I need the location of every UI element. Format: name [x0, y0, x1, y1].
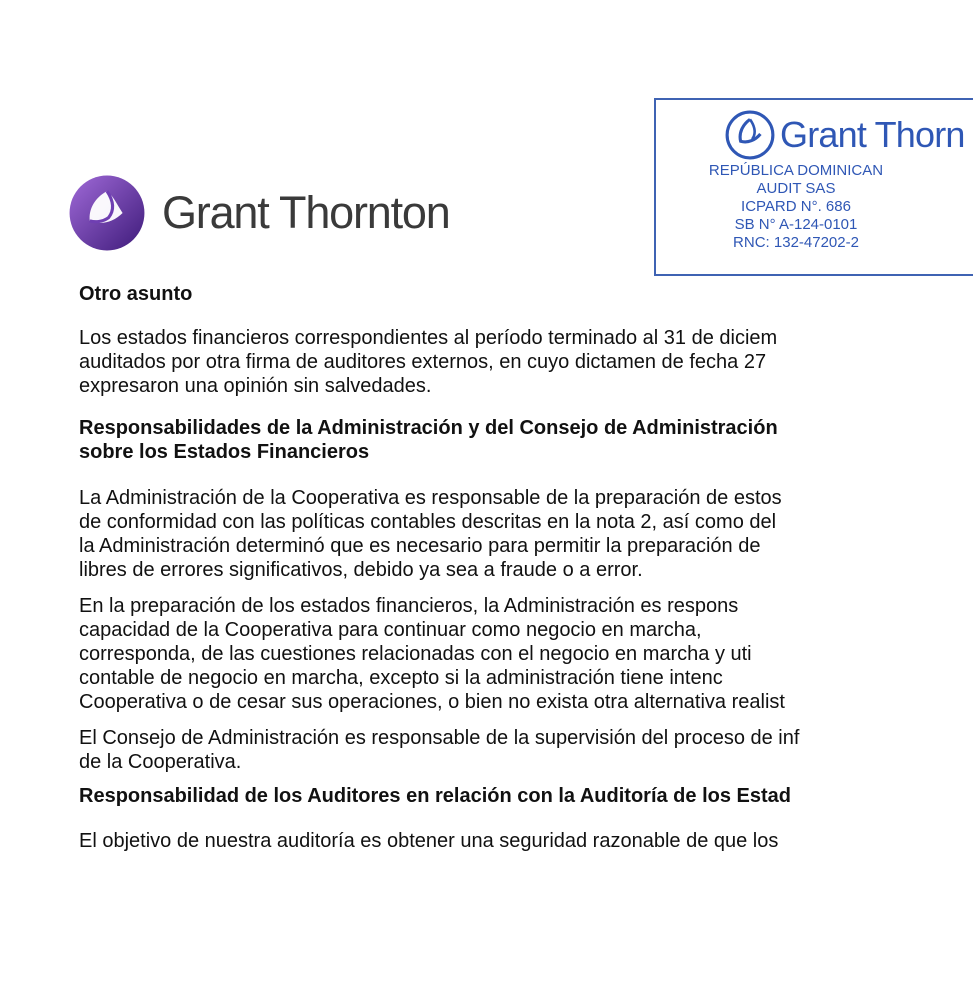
heading-other-matter: Otro asunto [79, 283, 193, 305]
stamp-line: AUDIT SAS [756, 180, 836, 197]
heading-responsibilities-management [79, 416, 973, 464]
paragraph-auditors-cut: El objetivo de nuestra auditoría es obtener una seguridad razonable de que los [79, 830, 779, 852]
stamp-logo [724, 109, 965, 161]
text-line: capacidad de la Cooperativa para continuar como negocio en marcha, [79, 619, 702, 641]
heading-line: sobre los Estados Financieros [79, 441, 370, 463]
stamp-details [656, 162, 936, 252]
text-line: de la Cooperativa. [79, 751, 242, 773]
text-line: Cooperativa o de cesar sus operaciones, o bien no exista otra alternativa realist [79, 691, 785, 713]
paragraph-board [79, 726, 973, 774]
stamp-brand: Grant Thorn [780, 114, 965, 155]
text-line: auditados por otra firma de auditores externos, en cuyo dictamen de fecha 27 [79, 351, 767, 373]
heading-line: Responsabilidades de la Administración y del Consejo de Administración [79, 417, 778, 439]
stamp-line: SB N° A-124-0101 [734, 216, 858, 233]
grant-thornton-logo-icon [68, 174, 146, 252]
auditor-stamp [654, 98, 973, 276]
text-line: corresponda, de las cuestiones relacionadas con el negocio en marcha y uti [79, 643, 752, 665]
paragraph-management-2 [79, 594, 973, 714]
stamp-logo-icon [724, 109, 776, 161]
text-line: contable de negocio en marcha, excepto si la administración tiene intenc [79, 667, 723, 689]
grant-thornton-logo [68, 172, 450, 254]
text-line: En la preparación de los estados financieros, la Administración es respons [79, 595, 739, 617]
logo-wordmark: Grant Thornton [162, 187, 450, 238]
text-line: La Administración de la Cooperativa es responsable de la preparación de estos [79, 487, 782, 509]
heading-auditors-responsibility: Responsabilidad de los Auditores en relación con la Auditoría de los Estad [79, 785, 791, 807]
text-line: libres de errores significativos, debido ya sea a fraude o a error. [79, 559, 643, 581]
text-line: Los estados financieros correspondientes al período terminado al 31 de diciem [79, 327, 778, 349]
text-line: la Administración determinó que es necesario para permitir la preparación de [79, 535, 761, 557]
text-line: El Consejo de Administración es responsable de la supervisión del proceso de inf [79, 727, 800, 749]
stamp-line: REPÚBLICA DOMINICAN [708, 162, 884, 179]
stamp-line: RNC: 132-47202-2 [733, 234, 859, 251]
text-line: expresaron una opinión sin salvedades. [79, 375, 432, 397]
paragraph-other-matter [79, 326, 973, 398]
text-line: de conformidad con las políticas contables descritas en la nota 2, así como del [79, 511, 777, 533]
stamp-line: ICPARD N°. 686 [741, 198, 851, 215]
paragraph-management-1 [79, 486, 973, 582]
